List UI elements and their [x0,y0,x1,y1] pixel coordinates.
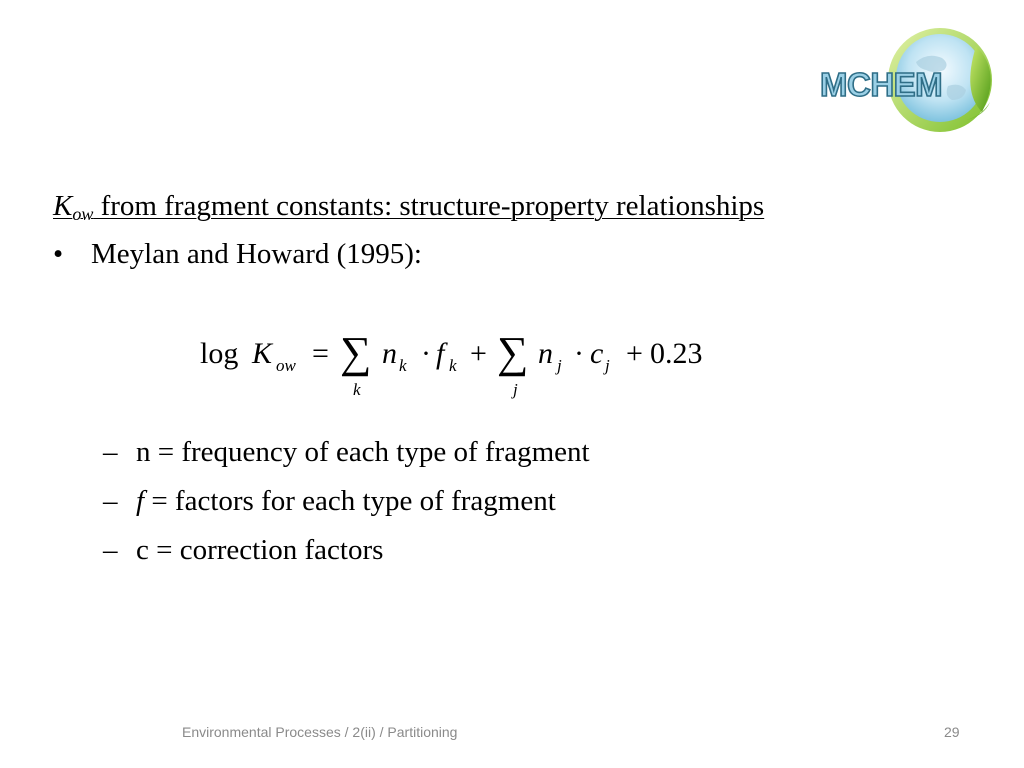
eq-n: n [382,337,397,370]
bullet-marker: • [53,238,64,270]
item-text: = correction factors [148,534,384,566]
footer-text: Environmental Processes / 2(ii) / Partitioning [182,724,458,740]
eq-n-subscript-1: k [399,356,407,375]
item-lead: n [136,436,151,468]
item-lead: f [136,485,145,517]
eq-log: log [200,337,239,370]
eq-f-subscript: k [449,356,457,375]
list-item [103,485,590,534]
eq-constant: 0.23 [650,337,703,370]
dash-marker: – [103,436,118,468]
eq-c: c [590,337,604,370]
item-text: = frequency of each type of fragment [150,436,590,468]
eq-plus-2: + [626,337,643,370]
eq-sum-2-index: j [513,380,518,399]
list-item [103,436,590,485]
mchem-logo [816,24,1002,136]
item-lead: c [136,534,149,566]
slide-heading [53,190,764,223]
eq-equals: = [312,337,329,370]
eq-k: K [252,337,273,370]
eq-plus-1: + [470,337,487,370]
dash-marker: – [103,485,118,517]
globe-leaf-icon [816,24,1002,136]
eq-n-2: n [538,337,553,370]
logo-wordmark: MCHEM [820,66,943,103]
page-number: 29 [944,724,960,740]
eq-sum-1: ∑ [340,328,372,377]
item-text: = factors for each type of fragment [144,485,556,517]
heading-title: from fragment constants: structure-property relationships [93,190,765,222]
eq-dot-1: · [421,337,431,370]
bullet-item [53,238,422,271]
eq-f: f [436,337,445,370]
heading-k-subscript: ow [72,204,94,224]
heading-k: K [53,190,73,222]
eq-c-subscript: j [605,356,610,375]
eq-n-subscript-2: j [557,356,562,375]
eq-dot-2: · [574,337,584,370]
dash-marker: – [103,534,118,566]
eq-k-subscript: ow [276,356,296,375]
definition-list [103,436,590,583]
eq-sum-2: ∑ [497,328,529,377]
bullet-text: Meylan and Howard (1995): [91,238,422,270]
kow-equation [200,325,740,405]
list-item [103,534,590,583]
eq-sum-1-index: k [353,380,361,399]
